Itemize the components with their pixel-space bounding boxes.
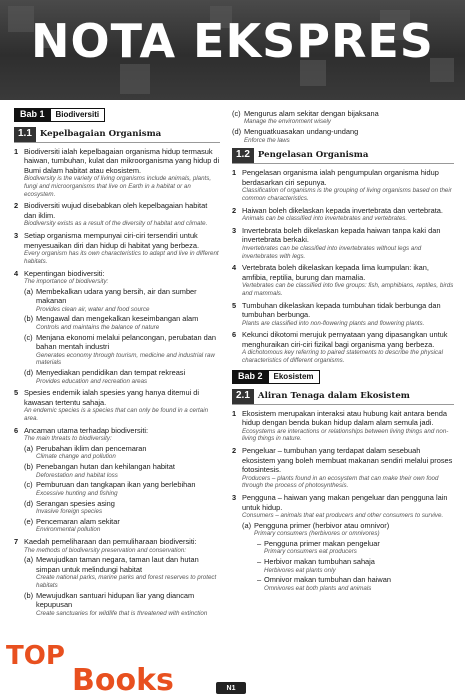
sub-letter: (b) — [24, 314, 34, 324]
sub-letter: (b) — [24, 462, 34, 472]
section-heading — [232, 389, 454, 405]
list-item — [232, 263, 454, 297]
list-item — [14, 201, 220, 228]
section-heading — [14, 127, 220, 143]
item-translation: Biodiversity is the variety of living organisms include animals, plants, fungi and microorganisms that live on Earth in a habitat or an ecosystem. — [24, 175, 212, 198]
sub-text: Menguatkuasakan undang-undang — [244, 127, 359, 137]
sub-item — [24, 368, 220, 385]
list-item — [232, 168, 454, 202]
page-title: NOTA EKSPRES — [31, 14, 434, 68]
sub-letter: (c) — [232, 109, 241, 118]
item-translation: An endemic species is a species that can only be found in a certain area. — [24, 407, 209, 423]
section-title: Pengelasan Organisma — [257, 150, 369, 161]
item-text: Tumbuhan dikelaskan kepada tumbuhan tidak berbunga dan tumbuhan berbunga. — [242, 300, 441, 320]
list-item — [14, 269, 220, 386]
sub-letter: (a) — [242, 520, 252, 530]
dash-text: Omnivor makan tumbuhan dan haiwan — [264, 575, 391, 585]
item-number: 2 — [232, 205, 237, 215]
list-item — [232, 409, 454, 443]
sub-translation: Excessive hunting and fishing — [36, 489, 118, 497]
item-text: Pengeluar – tumbuhan yang terdapat dalam sesebuah ekosistem yang boleh membuat makanan sendiri melalui proses fotosintesis. — [242, 446, 453, 475]
item-text: Kekunci dikotomi merujuk pernyataan yang dipasangkan untuk menghuraikan ciri-ciri fizikal bagi organisma yang berbeza. — [242, 330, 448, 349]
dash-translation: Herbivores eat plants only — [264, 566, 336, 574]
sub-item — [24, 462, 220, 479]
dash-text: Pengguna primer makan pengeluar — [264, 538, 380, 548]
sub-translation: Environmental pollution — [36, 526, 101, 534]
item-text: Vertebrata boleh dikelaskan kepada lima kumpulan: ikan, amfibia, reptilia, burung dan mamalia. — [242, 263, 429, 282]
section-heading — [232, 148, 454, 164]
sub-item — [232, 109, 454, 126]
item-translation: Invertebrates can be classified into invertebrates without legs and invertebrates with legs. — [242, 244, 422, 260]
item-text: Pengguna – haiwan yang makan pengeluar dan pengguna lain untuk hidup. — [242, 493, 448, 512]
item-text: Biodiversiti ialah kepelbagaian organisma hidup termasuk haiwan, tumbuhan, kulat dan mikroorganisma yang hidup di Bumi dalam habitat atau ekosistem. — [24, 146, 220, 175]
sub-letter: (a) — [24, 286, 34, 296]
chapter-heading — [232, 370, 454, 384]
sub-item — [242, 521, 454, 593]
item-number: 1 — [14, 146, 19, 156]
sub-text: Perubahan iklim dan pencemaran — [36, 444, 147, 454]
item-translation: Animals can be classified into invertebrates and vertebrates. — [242, 215, 408, 223]
sub-text: Pengguna primer (herbivor atau omnivor) — [254, 520, 390, 530]
sub-text: Membekalkan udara yang bersih, air dan sumber makanan — [36, 286, 197, 306]
sub-translation: Deforestation and habitat loss — [36, 471, 118, 479]
sub-translation: Invasive foreign species — [36, 508, 103, 516]
section-title: Aliran Tenaga dalam Ekosistem — [257, 390, 410, 401]
sub-item — [24, 444, 220, 461]
chapter-name: Ekosistem — [269, 370, 320, 384]
list-item — [14, 537, 220, 617]
topbooks-logo — [2, 636, 174, 698]
sub-item — [24, 333, 220, 367]
item-translation: Producers – plants found in an ecosystem that can make their own food through the process of photosynthesis. — [242, 474, 439, 490]
sub-letter: (c) — [24, 480, 33, 490]
sub-text: Mewujudkan santuari hidupan liar yang diancam kepupusan — [36, 590, 195, 610]
page-number: N1 — [216, 682, 246, 694]
item-number: 6 — [14, 425, 19, 435]
item-number: 7 — [14, 537, 19, 547]
sub-letter: (a) — [24, 444, 34, 454]
sub-text: Pemburuan dan tangkapan ikan yang berlebihan — [36, 480, 196, 490]
item-text: Invertebrata boleh dikelaskan kepada haiwan tanpa kaki dan invertebrata berkaki. — [242, 225, 441, 245]
sub-item — [24, 555, 220, 589]
item-number: 3 — [232, 493, 237, 503]
dash-item: – Pengguna primer makan pengeluar Primary consumers eat producers — [254, 539, 454, 556]
title-banner — [0, 0, 465, 100]
item-translation: Consumers – animals that eat producers and other consumers to survive. — [242, 511, 444, 519]
sub-translation: Enforce the laws — [244, 136, 290, 144]
item-translation: Biodiversity exists as a result of the diversity of habitat and climate. — [24, 220, 208, 228]
item-translation: Classification of organisms is the grouping of living organisms based on their common characteristics. — [242, 187, 452, 202]
dash-item: – Omnivor makan tumbuhan dan haiwan Omnivores eat both plants and animals — [254, 575, 454, 592]
section-title: Kepelbagaian Organisma — [39, 128, 162, 139]
sub-translation: Controls and maintains the balance of nature — [36, 323, 160, 331]
item-text: Kaedah pemeliharaan dan pemuliharaan biodiversiti: — [24, 537, 197, 547]
chapter-heading — [14, 108, 220, 122]
item-number: 2 — [232, 446, 237, 456]
sub-item — [24, 591, 220, 618]
sub-letter: (e) — [24, 516, 34, 526]
sub-letter: (b) — [24, 590, 34, 600]
dash-translation: Primary consumers eat producers — [264, 548, 357, 556]
chapter-name: Biodiversiti — [51, 108, 106, 122]
item-text: Haiwan boleh dikelaskan kepada invertebrata dan vertebrata. — [242, 205, 443, 215]
item-translation: Vertebrates can be classified into five groups: fish, amphibians, reptiles, birds and mammals. — [242, 282, 454, 298]
list-item — [14, 388, 220, 422]
item-number: 3 — [14, 231, 19, 241]
logo-bottom-text: Books — [72, 663, 174, 698]
dash-translation: Omnivores eat both plants and animals — [264, 584, 372, 592]
sub-item — [24, 499, 220, 516]
sub-translation: Climate change and pollution — [36, 453, 116, 461]
dash-text: Herbivor makan tumbuhan sahaja — [264, 557, 375, 567]
sub-letter: (c) — [24, 332, 33, 342]
logo-top-text: TOP — [6, 641, 65, 671]
chapter-number: Bab 1 — [14, 108, 51, 122]
item-text: Ekosistem merupakan interaksi atau hubung kait antara benda hidup dengan benda bukan hidup dalam alam semula jadi. — [242, 408, 448, 428]
sub-item — [24, 517, 220, 534]
item-number: 1 — [232, 408, 237, 418]
sub-letter: (a) — [24, 555, 34, 565]
item-text: Kepentingan biodiversiti: — [24, 268, 105, 278]
item-translation: A dichotomous key referring to paired statements to describe the physical characteristics of different organisms. — [242, 349, 443, 365]
sub-item — [232, 127, 454, 144]
item-number: 6 — [232, 330, 237, 340]
left-column — [14, 108, 220, 620]
list-item — [232, 493, 454, 593]
item-translation: The main threats to biodiversity: — [24, 435, 112, 443]
right-column — [232, 108, 454, 596]
list-item — [14, 426, 220, 534]
sub-text: Menyediakan pendidikan dan tempat rekreasi — [36, 368, 186, 378]
sub-translation: Create sanctuaries for wildlife that is threatened with extinction — [36, 609, 208, 617]
sub-translation: Provides education and recreation areas — [36, 377, 148, 385]
list-item — [232, 446, 454, 490]
item-translation: Ecosystems are interactions or relationships between living things and non-living things in nature. — [242, 427, 449, 443]
sub-letter: (d) — [232, 127, 242, 137]
sub-translation: Primary consumers (herbivores or omnivores) — [254, 530, 380, 538]
item-translation: Every organism has its own characteristics to adapt and live in different habitats. — [24, 250, 219, 265]
section-number: 2.1 — [232, 389, 254, 404]
item-translation: Plants are classified into non-flowering plants and flowering plants. — [242, 319, 425, 327]
sub-item — [24, 314, 220, 331]
section-number: 1.1 — [14, 127, 36, 142]
sub-translation: Manage the environment wisely — [244, 118, 332, 126]
item-text: Ancaman utama terhadap biodiversiti: — [24, 425, 149, 435]
item-text: Pengelasan organisma ialah pengumpulan organisma hidup berdasarkan ciri sepunya. — [242, 168, 439, 187]
sub-translation: Generates economy through tourism, medicine and industrial raw materials — [36, 351, 215, 367]
sub-text: Mengurus alam sekitar dengan bijaksana — [244, 109, 379, 118]
dash-item: – Herbivor makan tumbuhan sahaja Herbivores eat plants only — [254, 557, 454, 574]
list-item — [232, 301, 454, 328]
item-text: Spesies endemik ialah spesies yang hanya ditemui di kawasan tertentu sahaja. — [24, 388, 200, 407]
item-number: 4 — [232, 263, 237, 273]
item-text: Setiap organisma mempunyai ciri-ciri tersendiri untuk menyesuaikan diri dan hidup di habitat yang berbeza. — [24, 231, 200, 250]
item-number: 2 — [14, 201, 19, 211]
chapter-number: Bab 2 — [232, 370, 269, 384]
sub-translation: Create national parks, marine parks and forest reserves to protect habitats — [36, 574, 217, 590]
item-translation: The methods of biodiversity preservation and conservation: — [24, 546, 186, 554]
section-number: 1.2 — [232, 148, 254, 163]
sub-translation: Provides clean air, water and food source — [36, 305, 150, 313]
item-number: 5 — [14, 388, 19, 398]
sub-text: Pencemaran alam sekitar — [36, 516, 120, 526]
sub-text: Menjana ekonomi melalui pelancongan, perubatan dan bahan mentah industri — [36, 332, 216, 352]
sub-item — [24, 480, 220, 497]
sub-letter: (d) — [24, 498, 34, 508]
sub-text: Mewujudkan taman negara, taman laut dan hutan simpan untuk melindungi habitat — [36, 555, 199, 574]
item-text: Biodiversiti wujud disebabkan oleh kepelbagaian habitat dan iklim. — [24, 201, 208, 220]
sub-text: Serangan spesies asing — [36, 498, 115, 508]
item-translation: The importance of biodiversity: — [24, 278, 109, 286]
sub-item — [24, 287, 220, 314]
item-number: 5 — [232, 300, 237, 310]
sub-letter: (d) — [24, 368, 34, 378]
list-item — [14, 231, 220, 265]
list-item — [232, 206, 454, 223]
item-number: 1 — [232, 168, 237, 178]
item-number: 3 — [232, 225, 237, 235]
list-item — [14, 147, 220, 199]
list-item — [232, 330, 454, 364]
sub-text: Penebangan hutan dan kehilangan habitat — [36, 462, 175, 472]
sub-text: Mengawal dan mengekalkan keseimbangan alam — [36, 314, 199, 324]
list-item — [232, 226, 454, 260]
item-number: 4 — [14, 268, 19, 278]
